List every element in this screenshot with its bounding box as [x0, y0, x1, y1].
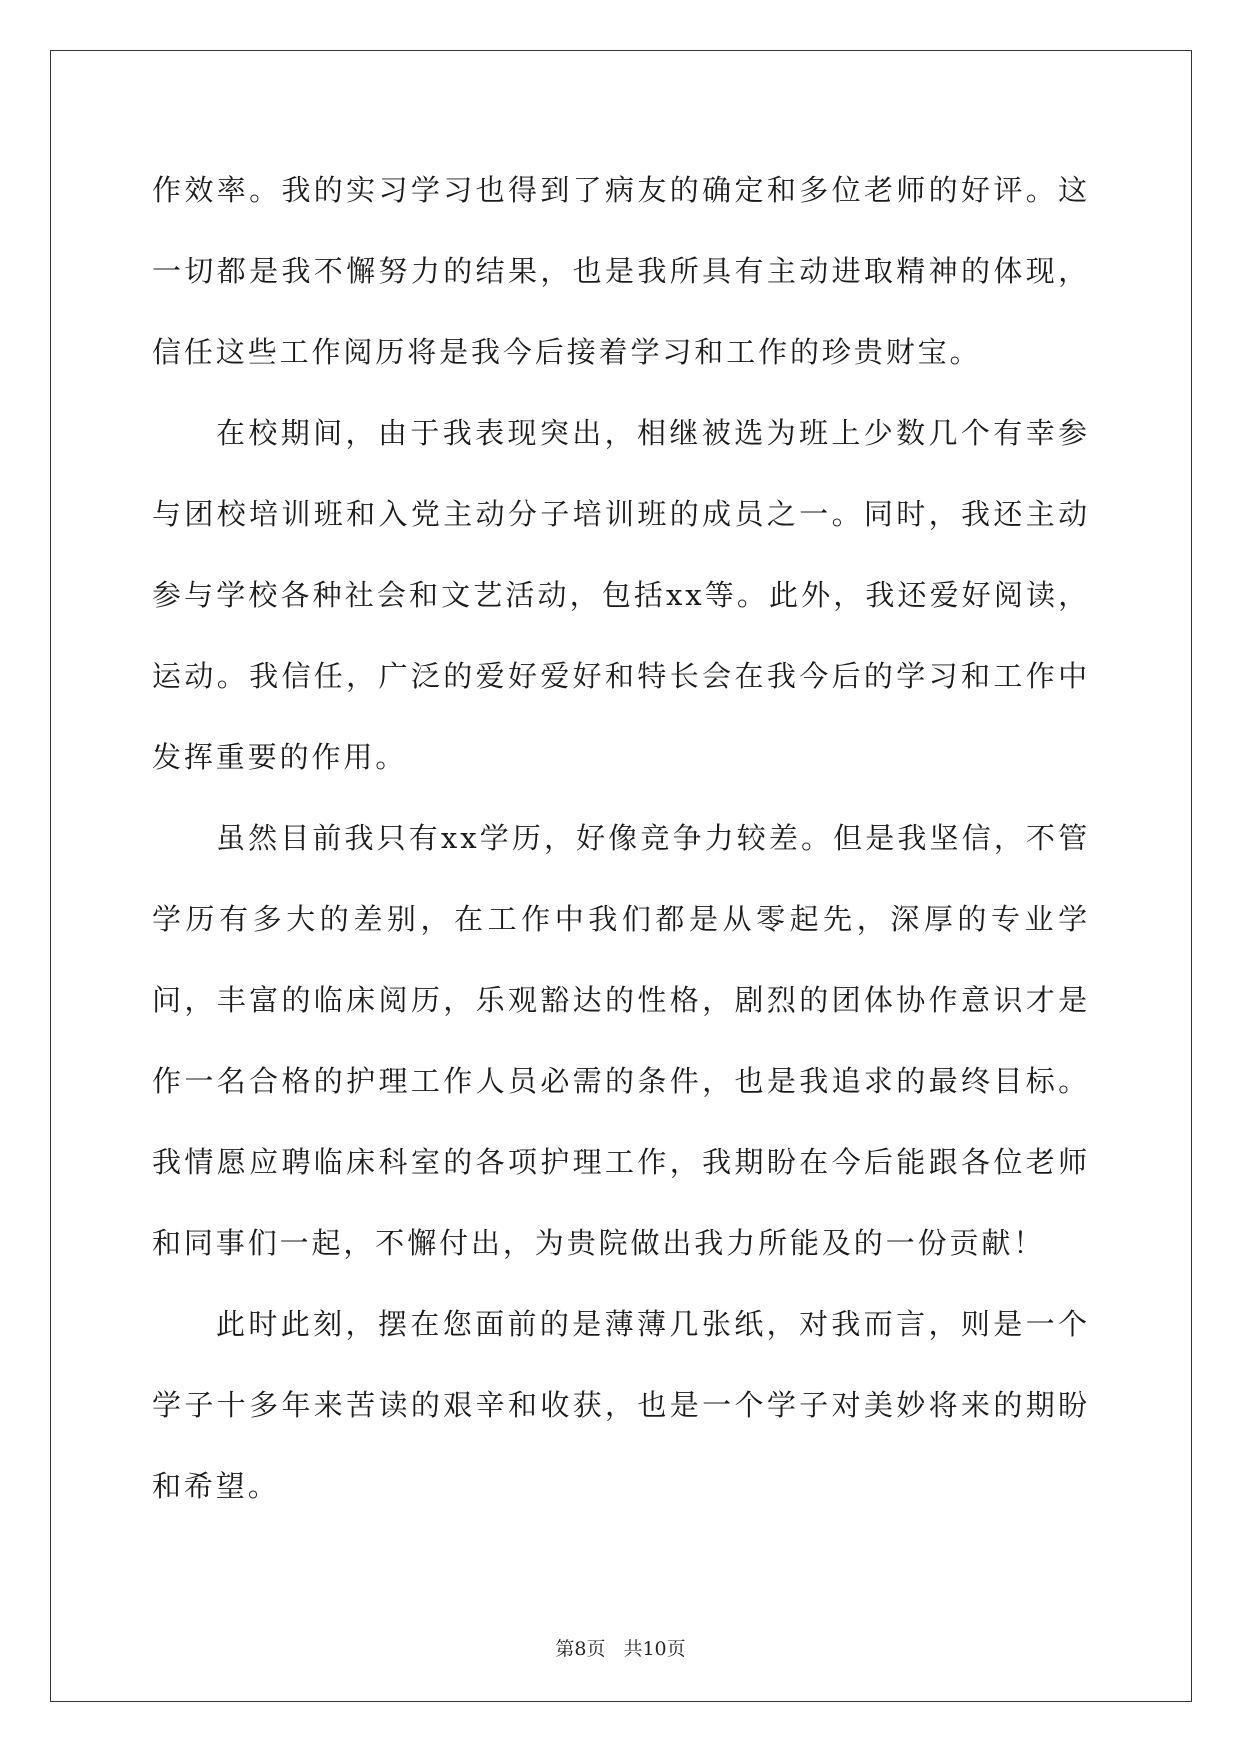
document-body	[152, 150, 1090, 1527]
page-total: 共10页	[623, 1638, 686, 1660]
paragraph-2: 在校期间，由于我表现突出，相继被选为班上少数几个有幸参与团校培训班和入党主动分子培训班的成员之一。同时，我还主动参与学校各种社会和文艺活动，包括xx等。此外，我还爱好阅读，运动。我信任，广泛的爱好爱好和特长会在我今后的学习和工作中发挥重要的作用。	[152, 416, 1090, 774]
page-footer	[0, 1634, 1241, 1661]
page-number: 第8页	[555, 1638, 606, 1660]
paragraph-4: 此时此刻，摆在您面前的是薄薄几张纸，对我而言，则是一个学子十多年来苦读的艰辛和收获，也是一个学子对美妙将来的期盼和希望。	[152, 1307, 1090, 1503]
paragraph-1: 作效率。我的实习学习也得到了病友的确定和多位老师的好评。这一切都是我不懈努力的结果，也是我所具有主动进取精神的体现，信任这些工作阅历将是我今后接着学习和工作的珍贵财宝。	[152, 173, 1090, 369]
paragraph-3: 虽然目前我只有xx学历，好像竞争力较差。但是我坚信，不管学历有多大的差别，在工作中我们都是从零起先，深厚的专业学问，丰富的临床阅历，乐观豁达的性格，剧烈的团体协作意识才是作一名合格的护理工作人员必需的条件，也是我追求的最终目标。我情愿应聘临床科室的各项护理工作，我期盼在今后能跟各位老师和同事们一起，不懈付出，为贵院做出我力所能及的一份贡献！	[152, 821, 1090, 1260]
